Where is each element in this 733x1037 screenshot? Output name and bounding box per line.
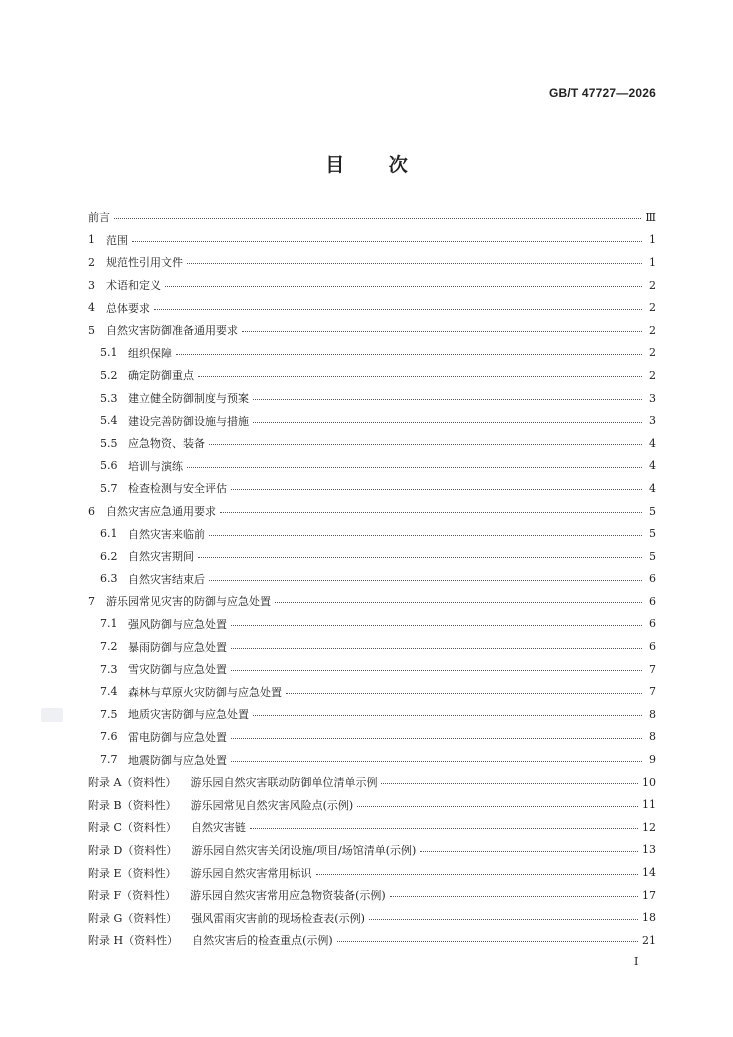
toc-entry-page: 21 — [642, 933, 656, 947]
toc-entry-label: 游乐园常见灾害的防御与应急处置 — [106, 595, 271, 609]
appendix-title: 游乐园自然灾害常用应急物资装备(示例) — [190, 889, 386, 903]
toc-entry[interactable] — [88, 409, 656, 432]
toc-entry[interactable] — [88, 680, 656, 703]
dot-leader — [231, 737, 642, 739]
appendix-title: 自然灾害链 — [190, 821, 246, 835]
toc-entry-label: 检查检测与安全评估 — [128, 482, 227, 496]
toc-entry-number: 7.7 — [100, 753, 118, 767]
dot-leader — [209, 443, 642, 445]
toc-entry-number: 5.2 — [100, 368, 118, 382]
toc-entry-label: 自然灾害应急通用要求 — [106, 505, 216, 519]
toc-entry-number: 7.2 — [100, 640, 118, 654]
toc-entry-label: 暴雨防御与应急处置 — [128, 640, 227, 654]
toc-entry-page: 12 — [642, 820, 656, 834]
toc-entry[interactable] — [88, 251, 656, 274]
toc-entry[interactable] — [88, 296, 656, 319]
toc-entry-page: 5 — [649, 549, 656, 563]
toc-entry-number: 7 — [88, 594, 95, 608]
toc-entry-number: 7.5 — [100, 707, 118, 721]
dot-leader — [198, 556, 642, 558]
toc-entry-page: Ⅲ — [645, 210, 656, 224]
toc-entry-page: 1 — [649, 233, 656, 247]
toc-entry[interactable] — [88, 748, 656, 771]
toc-entry-label: 术语和定义 — [106, 279, 161, 293]
toc-entry-label: 地质灾害防御与应急处置 — [128, 708, 249, 722]
toc-entry[interactable] — [88, 342, 656, 365]
toc-entry-label: 自然灾害防御准备通用要求 — [106, 324, 238, 338]
dot-leader — [231, 624, 642, 626]
toc-entry-label: 范围 — [106, 233, 128, 247]
toc-entry[interactable] — [88, 545, 656, 568]
toc-entry[interactable] — [88, 635, 656, 658]
dot-leader — [231, 488, 642, 490]
dot-leader — [253, 398, 642, 400]
toc-entry-number: 5 — [88, 323, 95, 337]
toc-appendix-entry[interactable] — [88, 839, 656, 862]
toc-entry-number: 5.7 — [100, 481, 118, 495]
toc-entry[interactable] — [88, 658, 656, 681]
toc-entry-number: 7.3 — [100, 662, 118, 676]
toc-entry-page: 10 — [642, 775, 656, 789]
dot-leader — [390, 895, 638, 897]
toc-entry-label: 组织保障 — [128, 346, 172, 360]
toc-entry-number: 1 — [88, 233, 95, 247]
appendix-label: 附录 B（资料性） — [88, 798, 177, 812]
table-of-contents — [88, 206, 656, 952]
dot-leader — [231, 760, 642, 762]
toc-entry[interactable] — [88, 229, 656, 252]
toc-entry-number: 5.1 — [100, 346, 118, 360]
toc-entry-label: 建设完善防御设施与措施 — [128, 414, 249, 428]
toc-entry-page: 4 — [649, 436, 656, 450]
toc-entry-label: 自然灾害来临前 — [128, 527, 205, 541]
appendix-label: 附录 D（资料性） — [88, 843, 178, 857]
toc-appendix-entry[interactable] — [88, 906, 656, 929]
dot-leader — [369, 918, 638, 920]
appendix-title: 自然灾害后的检查重点(示例) — [192, 934, 333, 948]
toc-entry-page: 5 — [649, 504, 656, 518]
toc-entry-number: 7.4 — [100, 685, 118, 699]
toc-entry-label: 自然灾害结束后 — [128, 572, 205, 586]
toc-entry-number: 4 — [88, 301, 95, 315]
toc-entry-number: 5.6 — [100, 459, 118, 473]
toc-entry-page: 6 — [649, 640, 656, 654]
toc-entry-page: 7 — [649, 662, 656, 676]
toc-entry[interactable] — [88, 522, 656, 545]
toc-entry-label: 建立健全防御制度与预案 — [128, 392, 249, 406]
dot-leader — [242, 330, 642, 332]
dot-leader — [286, 692, 642, 694]
toc-entry-number: 3 — [88, 278, 95, 292]
toc-entry-label: 应急物资、装备 — [128, 437, 205, 451]
appendix-title: 游乐园常见自然灾害风险点(示例) — [190, 798, 354, 812]
toc-entry-page: 4 — [649, 481, 656, 495]
page-title: 目 次 — [325, 154, 408, 176]
toc-entry-page: 18 — [642, 911, 656, 925]
dot-leader — [209, 534, 642, 536]
dot-leader — [220, 511, 642, 513]
toc-appendix-entry[interactable] — [88, 861, 656, 884]
toc-entry-label: 自然灾害期间 — [128, 550, 194, 564]
toc-entry-number: 7.6 — [100, 730, 118, 744]
toc-entry-page: 1 — [649, 255, 656, 269]
dot-leader — [381, 782, 638, 784]
toc-entry-page: 3 — [649, 391, 656, 405]
appendix-title: 游乐园自然灾害关闭设施/项目/场馆清单(示例) — [191, 843, 417, 857]
toc-entry-label: 培训与演练 — [128, 459, 183, 473]
page-folio: Ⅰ — [634, 955, 639, 968]
toc-entry-page: 11 — [642, 798, 656, 812]
toc-entry-page: 2 — [649, 323, 656, 337]
dot-leader — [420, 850, 638, 852]
toc-entry[interactable] — [88, 364, 656, 387]
toc-appendix-entry[interactable] — [88, 793, 656, 816]
dot-leader — [250, 827, 638, 829]
side-marker — [41, 708, 63, 722]
toc-entry-number: 7.1 — [100, 617, 118, 631]
appendix-label: 附录 A（资料性） — [88, 776, 177, 790]
toc-entry[interactable] — [88, 613, 656, 636]
toc-entry-label: 雷电防御与应急处置 — [128, 730, 227, 744]
toc-entry-page: 13 — [642, 843, 656, 857]
dot-leader — [198, 375, 642, 377]
toc-entry-page: 8 — [649, 730, 656, 744]
dot-leader — [357, 805, 638, 807]
toc-entry-page: 2 — [649, 368, 656, 382]
toc-entry-label: 规范性引用文件 — [106, 256, 183, 270]
toc-entry-label: 前言 — [88, 211, 110, 225]
toc-entry[interactable] — [88, 477, 656, 500]
toc-entry-number: 5.5 — [100, 436, 118, 450]
standard-number: GB/T 47727—2026 — [548, 86, 656, 100]
dot-leader — [253, 714, 642, 716]
appendix-label: 附录 F（资料性） — [88, 889, 177, 903]
toc-entry-page: 4 — [649, 459, 656, 473]
dot-leader — [132, 240, 642, 242]
toc-entry[interactable] — [88, 590, 656, 613]
toc-entry-page: 7 — [649, 685, 656, 699]
toc-entry[interactable] — [88, 274, 656, 297]
toc-entry-number: 6.3 — [100, 572, 118, 586]
toc-entry[interactable] — [88, 455, 656, 478]
toc-entry-page: 9 — [649, 753, 656, 767]
toc-entry[interactable] — [88, 206, 656, 229]
dot-leader — [231, 669, 642, 671]
appendix-label: 附录 G（资料性） — [88, 911, 178, 925]
dot-leader — [114, 217, 641, 219]
toc-entry[interactable] — [88, 387, 656, 410]
toc-entry-page: 6 — [649, 594, 656, 608]
toc-entry[interactable] — [88, 319, 656, 342]
toc-entry-page: 6 — [649, 617, 656, 631]
toc-entry-label: 雪灾防御与应急处置 — [128, 663, 227, 677]
toc-entry-page: 8 — [649, 707, 656, 721]
dot-leader — [231, 647, 642, 649]
dot-leader — [253, 421, 642, 423]
toc-entry-page: 2 — [649, 346, 656, 360]
toc-entry-page: 3 — [649, 414, 656, 428]
toc-entry-label: 确定防御重点 — [128, 369, 194, 383]
appendix-title: 强风雷雨灾害前的现场检查表(示例) — [191, 911, 365, 925]
toc-entry-label: 总体要求 — [106, 301, 150, 315]
toc-entry-number: 6.2 — [100, 549, 118, 563]
toc-entry-number: 6 — [88, 504, 95, 518]
appendix-label: 附录 C（资料性） — [88, 821, 177, 835]
appendix-label: 附录 H（资料性） — [88, 934, 179, 948]
appendix-label: 附录 E（资料性） — [88, 866, 177, 880]
toc-entry[interactable] — [88, 568, 656, 591]
toc-entry[interactable] — [88, 703, 656, 726]
appendix-title: 游乐园自然灾害常用标识 — [190, 866, 312, 880]
toc-entry-label: 森林与草原火灾防御与应急处置 — [128, 685, 282, 699]
toc-entry-number: 6.1 — [100, 527, 118, 541]
toc-entry[interactable] — [88, 500, 656, 523]
dot-leader — [337, 940, 638, 942]
toc-entry-label: 强风防御与应急处置 — [128, 617, 227, 631]
toc-appendix-entry[interactable] — [88, 771, 656, 794]
dot-leader — [187, 466, 642, 468]
dot-leader — [275, 601, 642, 603]
toc-entry-number: 2 — [88, 255, 95, 269]
toc-entry-page: 17 — [642, 888, 656, 902]
toc-entry-page: 6 — [649, 572, 656, 586]
toc-entry-page: 5 — [649, 527, 656, 541]
toc-appendix-entry[interactable] — [88, 884, 656, 907]
dot-leader — [209, 579, 642, 581]
toc-entry-page: 14 — [642, 866, 656, 880]
toc-entry[interactable] — [88, 726, 656, 749]
appendix-title: 游乐园自然灾害联动防御单位清单示例 — [190, 776, 378, 790]
dot-leader — [176, 353, 642, 355]
toc-appendix-entry[interactable] — [88, 929, 656, 952]
toc-entry-page: 2 — [649, 278, 656, 292]
toc-entry-number: 5.3 — [100, 391, 118, 405]
dot-leader — [187, 262, 642, 264]
toc-entry[interactable] — [88, 432, 656, 455]
toc-entry-label: 地震防御与应急处置 — [128, 753, 227, 767]
toc-appendix-entry[interactable] — [88, 816, 656, 839]
dot-leader — [154, 308, 642, 310]
toc-entry-number: 5.4 — [100, 414, 118, 428]
dot-leader — [316, 873, 638, 875]
dot-leader — [165, 285, 642, 287]
toc-entry-page: 2 — [649, 301, 656, 315]
